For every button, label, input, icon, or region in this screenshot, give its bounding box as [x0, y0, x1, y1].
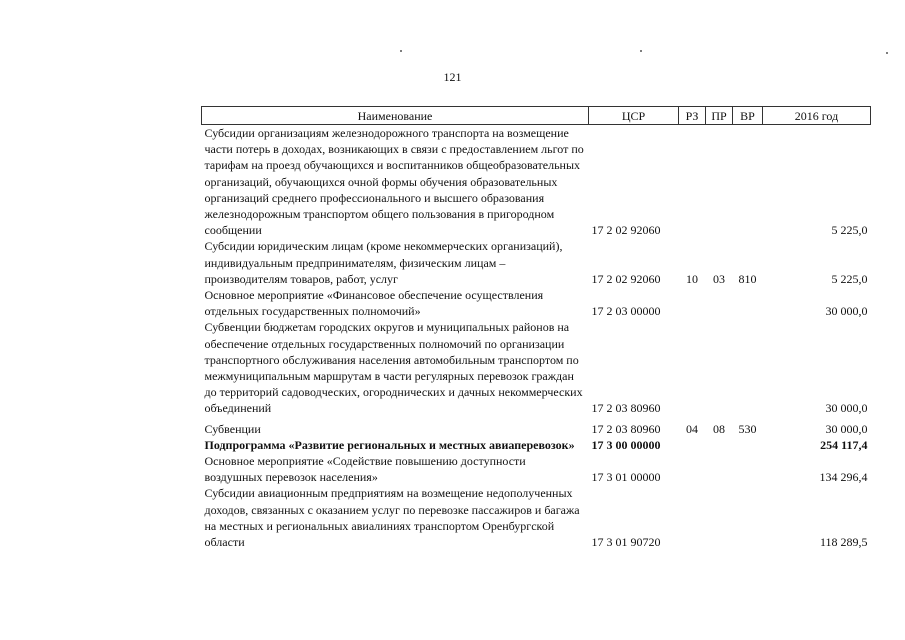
row-pr: 03	[713, 271, 725, 286]
row-amount: 5 225,0	[831, 271, 868, 286]
row-name: Субвенции бюджетам городских округов и муниципальных районов на обеспечение отдельных государственных полномочий по организации транспортного обслуживания населения автомобильным транспортом по межмуниципальным маршрутам в части регулярных перевозок граждан до территорий садоводческих, огороднических и дачных некоммерческих объединений	[204, 320, 583, 416]
row-rz	[679, 453, 706, 485]
row-name: Субсидии организациям железнодорожного транспорта на возмещение части потерь в доходах, возникающих в связи с предоставлением льгот по тарифам на проезд обучающихся и воспитанников общеобразовательных организаций, обучающихся очной формы обучения образовательных организаций среднего профессионального и высшего образования железнодорожным транспортом общего пользования в пригородном сообщении	[204, 126, 584, 238]
page-number: 121	[443, 70, 462, 84]
header-pr: ПР	[706, 107, 733, 125]
row-amount: 118 289,5	[819, 535, 868, 550]
row-csr: 17 2 03 80960	[591, 421, 661, 436]
row-csr: 17 2 02 92060	[591, 223, 661, 238]
table-row-subprogram	[202, 437, 871, 453]
row-csr: 17 3 00 00000	[591, 437, 661, 452]
row-name: Субсидии юридическим лицам (кроме некоммерческих организаций), индивидуальным предпринимателям, физическим лицам – производителям товаров, работ, услуг	[204, 239, 563, 286]
row-amount: 30 000,0	[825, 401, 868, 416]
row-vr: 530	[738, 421, 757, 436]
row-pr: 08	[713, 421, 725, 436]
header-vr: ВР	[733, 107, 763, 125]
header-name: Наименование	[202, 107, 589, 125]
row-amount: 254 117,4	[820, 437, 868, 452]
header-rz: РЗ	[679, 107, 706, 125]
row-csr: 17 2 03 80960	[591, 401, 661, 416]
row-pr	[706, 437, 733, 453]
row-amount: 134 296,4	[819, 470, 868, 485]
row-rz	[679, 287, 706, 319]
row-name: Подпрограмма «Развитие региональных и местных авиаперевозок»	[204, 437, 575, 452]
row-name: Субвенции	[204, 421, 261, 436]
table-row	[202, 125, 871, 239]
table-row	[202, 453, 871, 485]
scan-speck	[640, 50, 642, 52]
row-name: Основное мероприятие «Финансовое обеспечение осуществления отдельных государственных полномочий»	[204, 288, 544, 319]
row-csr: 17 2 02 92060	[591, 271, 661, 286]
row-vr	[733, 319, 763, 416]
table-row	[202, 417, 871, 437]
row-rz: 04	[686, 421, 698, 436]
table-header-row	[202, 107, 871, 125]
table-row	[202, 238, 871, 287]
row-csr: 17 3 01 90720	[591, 535, 661, 550]
row-rz	[679, 485, 706, 550]
row-amount: 5 225,0	[831, 223, 868, 238]
row-vr: 810	[738, 271, 757, 286]
row-pr	[706, 319, 733, 416]
row-pr	[706, 287, 733, 319]
row-vr	[733, 437, 763, 453]
scan-speck	[400, 50, 402, 52]
table-row	[202, 287, 871, 319]
row-csr: 17 3 01 00000	[591, 470, 661, 485]
row-amount: 30 000,0	[825, 304, 868, 319]
row-vr	[733, 453, 763, 485]
row-rz	[679, 437, 706, 453]
row-rz	[679, 125, 706, 239]
row-amount: 30 000,0	[825, 421, 868, 436]
row-pr	[706, 485, 733, 550]
header-amount: 2016 год	[763, 107, 871, 125]
table-row	[202, 485, 871, 550]
budget-table	[201, 106, 871, 550]
row-name: Субсидии авиационным предприятиям на возмещение недополученных доходов, связанных с оказанием услуг по перевозке пассажиров и багажа на местных и региональных авиалиниях транспортом Оренбургской области	[204, 486, 580, 550]
row-name: Основное мероприятие «Содействие повышению доступности воздушных перевозок населения»	[204, 454, 526, 485]
row-vr	[733, 125, 763, 239]
row-rz: 10	[686, 271, 698, 286]
row-pr	[706, 125, 733, 239]
row-rz	[679, 319, 706, 416]
row-vr	[733, 485, 763, 550]
header-csr: ЦСР	[589, 107, 679, 125]
row-vr	[733, 287, 763, 319]
row-pr	[706, 453, 733, 485]
row-csr: 17 2 03 00000	[591, 304, 661, 319]
table-row	[202, 319, 871, 416]
scan-speck	[886, 52, 888, 54]
